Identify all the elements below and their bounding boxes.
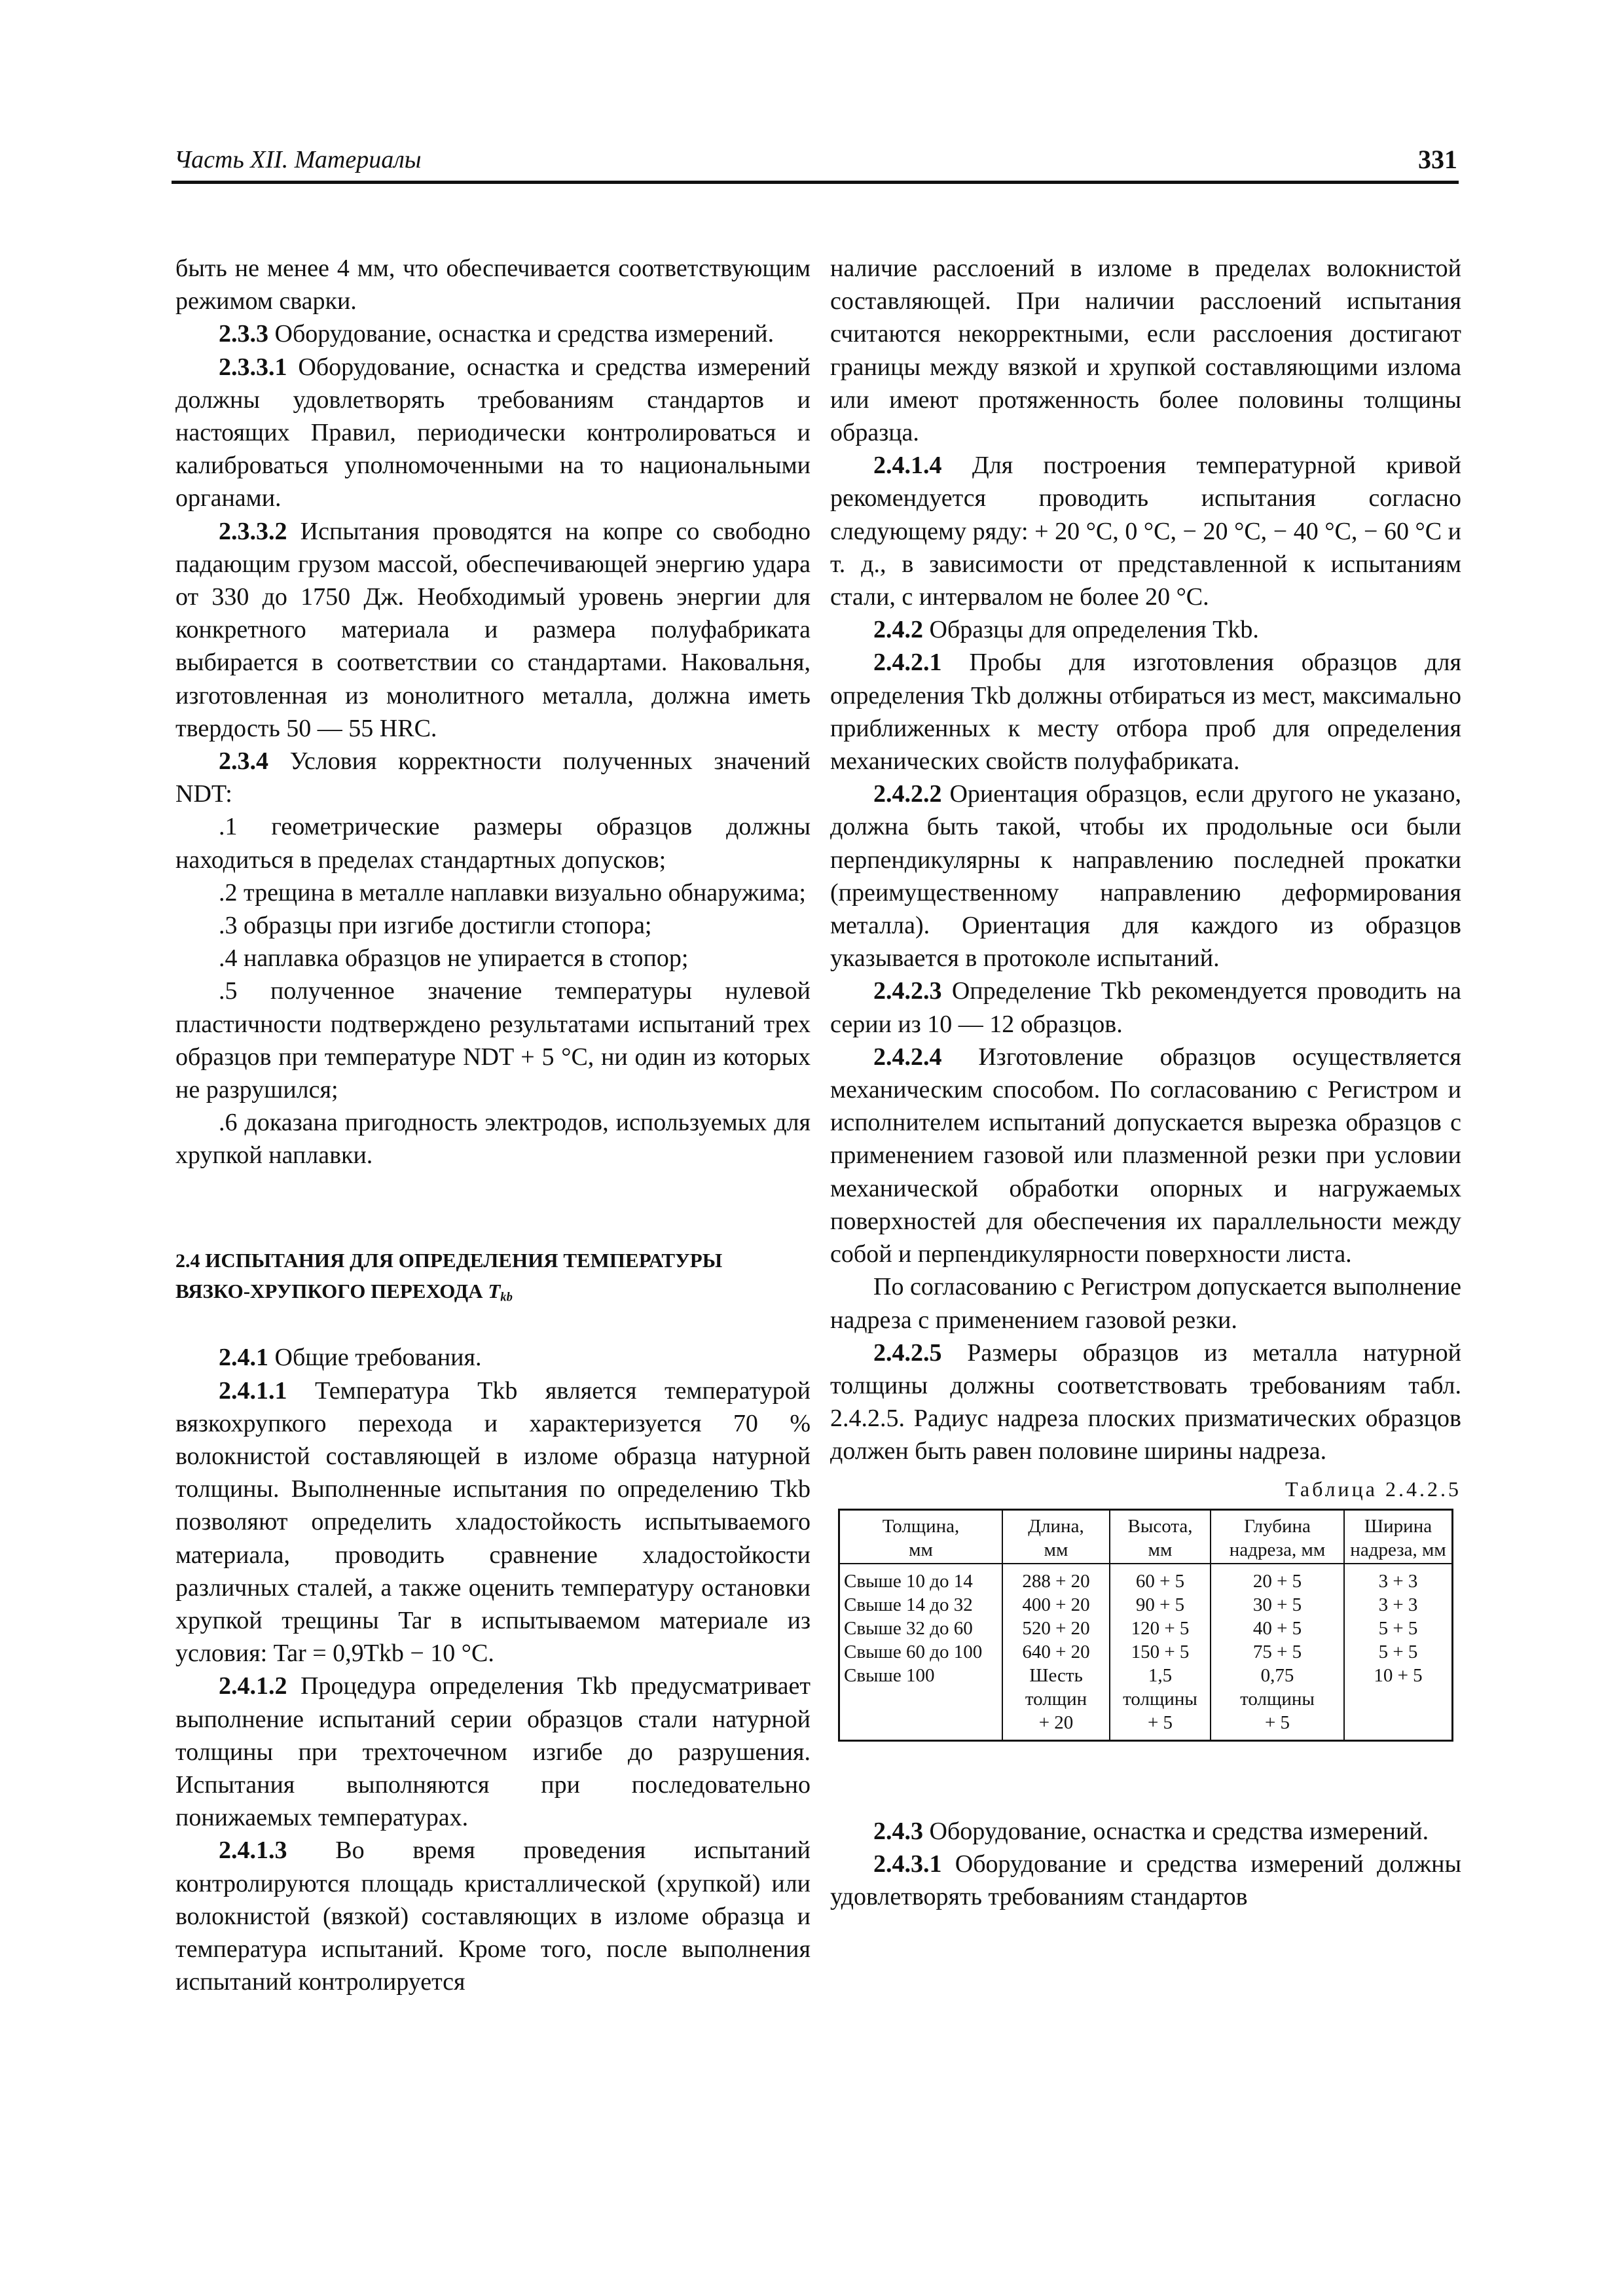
length-column: 288 + 20 400 + 20 520 + 20 640 + 20 Шесть толщин + 20 [1002,1564,1110,1741]
paragraph-gas-cutting: По согласованию с Регистром допускается выполнение надреза с применением газовой резки. [830,1273,1461,1334]
left-column [175,252,811,1998]
right-column [830,252,1461,1913]
header-thickness: Толщина, мм [839,1509,1003,1564]
clause-2-4-1-1: 2.4.1.1 Температура Tkb является температурой вязкохрупкого перехода и характеризуется 70 % волокнистой составляющей в изломе образца натурной толщины. Выполненные испытания по определению Tkb позволяют определить хладостойкость испытываемого материала, проводить сравнение хладостойкости различных сталей, а также оценить температуру остановки хрупкой трещины Tar в испытываемом материале из условия: Tar = 0,9Tkb − 10 °С. [175,1376,811,1668]
table-body-row [839,1564,1453,1741]
section-number: 2.4 [175,1249,200,1272]
notch-depth-column: 20 + 5 30 + 5 40 + 5 75 + 5 0,75 толщины + 5 [1211,1564,1344,1741]
header-notch-depth: Глубина надреза, мм [1211,1509,1344,1564]
list-item: .4 наплавка образцов не упирается в стопор; [219,944,689,973]
header-notch-width: Ширина надреза, мм [1344,1509,1453,1564]
height-column: 60 + 5 90 + 5 120 + 5 150 + 5 1,5 толщины + 5 [1110,1564,1211,1741]
running-header [172,141,1459,184]
table-header-row [839,1509,1453,1564]
header-height: Высота, мм [1110,1509,1211,1564]
list-item: .5 полученное значение температуры нулевой пластичности подтверждено результатами испытаний трех образцов при температуре NDT + 5 °С, ни один из которых не разрушился; [175,977,811,1104]
header-length: Длина, мм [1002,1509,1110,1564]
clause-2-4-1: 2.4.1 Общие требования. [219,1344,482,1372]
clause-2-4-1-2: 2.4.1.2 Процедура определения Tkb предусматривает выполнение испытаний серии образцов стали натурной толщины при трехточечном изгибе до разрушения. Испытания выполняются при последовательно понижаемых температурах. [175,1672,811,1832]
table-caption: Таблица 2.4.2.5 [1285,1477,1461,1501]
clause-2-4-1-4: 2.4.1.4 Для построения температурной кривой рекомендуется проводить испытания согласно следующему ряду: + 20 °С, 0 °С, − 20 °С, − 40 °С, − 60 °С и т. д., в зависимости от представленной к испытаниям стали, с интервалом не более 20 °С. [830,452,1461,611]
paragraph: наличие расслоений в изломе в пределах волокнистой составляющей. При наличии расслоений испытания считаются некорректными, если расслоения достигают границы между вязкой и хрупкой составляющими излома или имеют протяженность более половины толщины образца. [830,255,1461,447]
notch-width-column: 3 + 3 3 + 3 5 + 5 5 + 5 10 + 5 [1344,1564,1453,1741]
section-heading [175,1246,811,1313]
clause-2-3-3-1: 2.3.3.1 Оборудование, оснастка и средства измерений должны удовлетворять требованиям стандартов и настоящих Правил, периодически контролироваться и калиброваться уполномоченными на то национальными органами. [175,353,811,512]
clause-2-4-2-1: 2.4.2.1 Пробы для изготовления образцов для определения Tkb должны отбираться из мест, максимально приближенных к месту отбора проб для определения механических свойств полуфабриката. [830,649,1462,776]
page-number: 331 [1418,145,1457,174]
paragraph: быть не менее 4 мм, что обеспечивается соответствующим режимом сварки. [175,255,811,315]
clause-2-3-3: 2.3.3 Оборудование, оснастка и средства измерений. [219,320,775,348]
specimen-size-table [838,1509,1453,1742]
tkb-symbol: $T_{kb}$ [488,1279,513,1304]
clause-2-4-3-1: 2.4.3.1 Оборудование и средства измерений должны удовлетворять требованиям стандартов [830,1850,1461,1910]
thickness-column: Свыше 10 до 14 Свыше 14 до 32 Свыше 32 до 60 Свыше 60 до 100 Свыше 100 [839,1564,1003,1741]
section-title-line-1: ИСПЫТАНИЯ ДЛЯ ОПРЕДЕЛЕНИЯ ТЕМПЕРАТУРЫ [205,1248,723,1272]
clause-2-4-2-5: 2.4.2.5 Размеры образцов из металла натурной толщины должны соответствовать требованиям табл. 2.4.2.5. Радиус надреза плоских призматических образцов должен быть равен половине ширины надреза. [830,1338,1462,1465]
list-item: .2 трещина в металле наплавки визуально обнаружима; [219,878,806,906]
clause-2-4-2-4: 2.4.2.4 Изготовление образцов осуществляется механическим способом. По согласованию с Регистром и исполнителем испытаний допускается вырезка образцов с применением газовой или плазменной резки при условии механической обработки опорных и нагружаемых поверхностей для обеспечения их параллельности между собой и перпендикулярности поверхности листа. [830,1043,1461,1268]
clause-2-3-3-2: 2.3.3.2 Испытания проводятся на копре со свободно падающим грузом массой, обеспечивающей энергию удара от 330 до 1750 Дж. Необходимый уровень энергии для конкретного материала и размера полуфабриката выбирается в соответствии со стандартами. Наковальня, изготовленная из монолитного металла, должна иметь твердость 50 — 55 HRC. [175,517,811,742]
clause-2-4-2-2: 2.4.2.2 Ориентация образцов, если другого не указано, должна быть такой, чтобы их продольные оси были перпендикулярны к направлению последней прокатки (преимущественному направлению деформирования металла). Ориентация для каждого из образцов указывается в протоколе испытаний. [830,780,1461,973]
list-item: .1 геометрические размеры образцов должны находиться в пределах стандартных допусков; [175,813,811,874]
clause-2-4-2: 2.4.2 Образцы для определения Tkb. [873,616,1259,644]
list-item: .6 доказана пригодность электродов, используемых для хрупкой наплавки. [175,1109,811,1170]
clause-2-4-3: 2.4.3 Оборудование, оснастка и средства измерений. [873,1817,1429,1845]
clause-2-4-1-3: 2.4.1.3 Во время проведения испытаний контролируются площадь кристаллической (хрупкой) или волокнистой (вязкой) составляющих в изломе образца и температура испытаний. Кроме того, после выполнения испытаний контролируется [175,1837,811,1996]
section-title-line-2: ВЯЗКО-ХРУПКОГО ПЕРЕХОДА [175,1279,483,1302]
running-title: Часть XII. Материалы [174,146,422,173]
clause-2-4-2-3: 2.4.2.3 Определение Tkb рекомендуется проводить на серии из 10 — 12 образцов. [830,977,1461,1038]
list-item: .3 образцы при изгибе достигли стопора; [219,912,652,940]
clause-2-3-4: 2.3.4 Условия корректности полученных значений NDT: [175,747,811,808]
